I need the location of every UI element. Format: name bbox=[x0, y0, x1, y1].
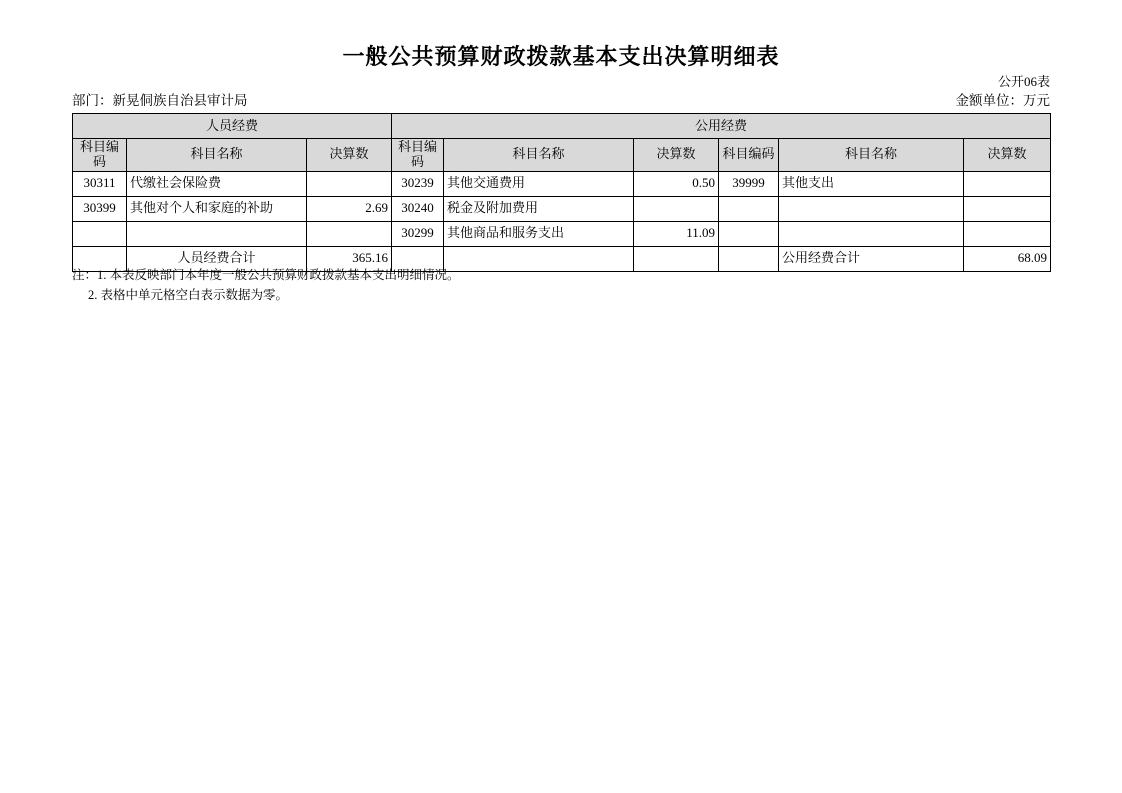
cell-public-a-amount: 11.09 bbox=[634, 221, 719, 246]
cell-personnel-code: 30311 bbox=[73, 171, 127, 196]
budget-detail-table bbox=[72, 113, 1051, 272]
cell-total-spacer-b-code bbox=[719, 246, 779, 271]
table-column-header-row bbox=[73, 139, 1051, 172]
cell-public-b-amount bbox=[964, 221, 1051, 246]
note-line-2: 2. 表格中单元格空白表示数据为零。 bbox=[88, 288, 289, 302]
cell-public-b-code bbox=[719, 221, 779, 246]
group-header-public: 公用经费 bbox=[392, 114, 1051, 139]
note-line-1: 注：1. 本表反映部门本年度一般公共预算财政拨款基本支出明细情况。 bbox=[72, 268, 460, 282]
cell-public-b-amount bbox=[964, 196, 1051, 221]
header-personnel-name: 科目名称 bbox=[127, 139, 307, 172]
cell-personnel-name: 其他对个人和家庭的补助 bbox=[127, 196, 307, 221]
cell-personnel-name: 代缴社会保险费 bbox=[127, 171, 307, 196]
header-personnel-code: 科目编码 bbox=[73, 139, 127, 172]
cell-public-a-code: 30239 bbox=[392, 171, 444, 196]
header-public-a-amount: 决算数 bbox=[634, 139, 719, 172]
label-public-total: 公用经费合计 bbox=[779, 246, 964, 271]
header-public-a-name: 科目名称 bbox=[444, 139, 634, 172]
cell-public-a-code: 30240 bbox=[392, 196, 444, 221]
table-row bbox=[73, 221, 1051, 246]
cell-public-a-amount bbox=[634, 196, 719, 221]
cell-total-spacer-a-name bbox=[444, 246, 634, 271]
cell-public-b-amount bbox=[964, 171, 1051, 196]
cell-personnel-amount: 2.69 bbox=[307, 196, 392, 221]
cell-personnel-amount bbox=[307, 171, 392, 196]
cell-public-a-name: 税金及附加费用 bbox=[444, 196, 634, 221]
group-header-personnel: 人员经费 bbox=[73, 114, 392, 139]
cell-total-spacer-a-amount bbox=[634, 246, 719, 271]
cell-personnel-code: 30399 bbox=[73, 196, 127, 221]
cell-personnel-name bbox=[127, 221, 307, 246]
cell-public-a-name: 其他商品和服务支出 bbox=[444, 221, 634, 246]
cell-public-b-name bbox=[779, 221, 964, 246]
cell-public-a-amount: 0.50 bbox=[634, 171, 719, 196]
department-label: 部门：新晃侗族自治县审计局 bbox=[72, 93, 248, 108]
cell-public-a-code: 30299 bbox=[392, 221, 444, 246]
header-public-a-code: 科目编码 bbox=[392, 139, 444, 172]
cell-personnel-code bbox=[73, 221, 127, 246]
form-code-label: 公开06表 bbox=[997, 74, 1050, 89]
cell-public-b-code: 39999 bbox=[719, 171, 779, 196]
page-title: 一般公共预算财政拨款基本支出决算明细表 bbox=[342, 44, 780, 69]
cell-public-b-name bbox=[779, 196, 964, 221]
header-public-b-amount: 决算数 bbox=[964, 139, 1051, 172]
value-public-total: 68.09 bbox=[964, 246, 1051, 271]
table-row bbox=[73, 196, 1051, 221]
header-public-b-code: 科目编码 bbox=[719, 139, 779, 172]
value-personnel-total: 365.16 bbox=[307, 246, 392, 271]
label-personnel-total: 人员经费合计 bbox=[127, 246, 307, 271]
header-public-b-name: 科目名称 bbox=[779, 139, 964, 172]
cell-personnel-amount bbox=[307, 221, 392, 246]
table-row bbox=[73, 171, 1051, 196]
table-group-header-row bbox=[73, 114, 1051, 139]
cell-public-b-name: 其他支出 bbox=[779, 171, 964, 196]
amount-unit-label: 金额单位：万元 bbox=[955, 93, 1050, 108]
header-personnel-amount: 决算数 bbox=[307, 139, 392, 172]
cell-public-b-code bbox=[719, 196, 779, 221]
table-notes bbox=[72, 265, 460, 305]
cell-public-a-name: 其他交通费用 bbox=[444, 171, 634, 196]
